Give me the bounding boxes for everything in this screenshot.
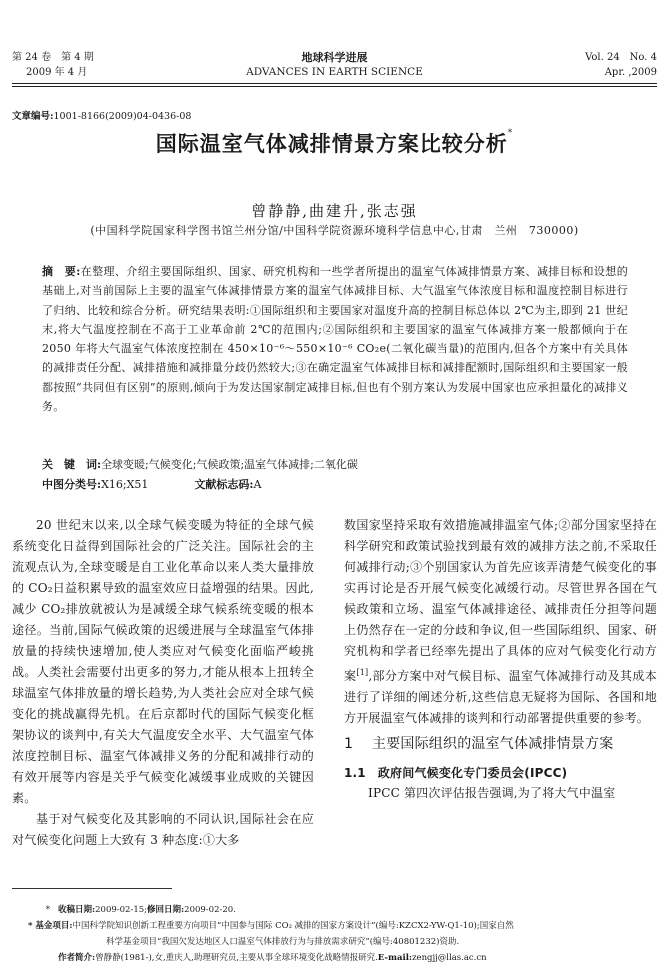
- author-bio-text: 曾静静(1981-),女,重庆人,助理研究员,主要从事全球环境变化战略情报研究.: [95, 953, 378, 963]
- affiliation: (中国科学院国家科学图书馆兰州分馆/中国科学院资源环境科学信息中心,甘肃 兰州 730000): [90, 224, 579, 237]
- body-column-right: [344, 515, 657, 804]
- article-number: [12, 108, 191, 122]
- journal-name-en: ADVANCES IN EARTH SCIENCE: [246, 66, 423, 78]
- footnote-fund: [12, 918, 657, 950]
- received-date: 2009-02-15;: [95, 905, 148, 915]
- article-number-value: 1001-8166(2009)04-0436-08: [53, 111, 192, 122]
- footnote-received: [12, 902, 657, 918]
- author-list: 曾静静,曲建升,张志强: [251, 202, 418, 220]
- doc-code-value: A: [253, 478, 262, 491]
- author-bio-label: 作者简介:: [58, 953, 96, 963]
- date-cn: 2009 年 4 月: [26, 67, 88, 78]
- footnote-author: [12, 950, 657, 966]
- keywords: [42, 456, 628, 472]
- subsection-number: 1.1: [344, 766, 366, 780]
- body-paragraph: IPCC 第四次评估报告强调,为了将大气中温室: [368, 786, 616, 800]
- body-paragraph: 基于对气候变化及其影响的不同认识,国际社会在应对气候变化问题上大致有 3 种态度:①大多: [12, 812, 314, 847]
- clc-label: 中图分类号:: [42, 478, 102, 491]
- paper-title: [0, 128, 669, 158]
- citation-ref: [1]: [356, 668, 369, 677]
- classification: [42, 476, 628, 492]
- body-text: ,部分方案中对气候目标、温室气体减排行动及其成本进行了详细的阐述分析,这些信息无疑将为国际、各国和地方开展温室气体减排的谈判和行动部署提供重要的参考。: [344, 669, 658, 725]
- doc-code-label: 文献标志码:: [194, 478, 254, 491]
- clc-value: X16;X51: [101, 478, 149, 491]
- paper-title-text: 国际温室气体减排情景方案比较分析: [155, 132, 508, 156]
- received-label: 收稿日期:: [58, 905, 96, 915]
- abstract: [42, 262, 628, 416]
- revised-date: 2009-02-20.: [184, 905, 236, 915]
- section-title: 主要国际组织的温室气体减排情景方案: [372, 736, 614, 752]
- article-number-label: 文章编号:: [12, 111, 54, 122]
- running-header-right: [585, 50, 657, 80]
- abstract-text: 在整理、介绍主要国际组织、国家、研究机构和一些学者所提出的温室气体减排情景方案、减排目标和设想的基础上,对当前国际上主要的温室气体减排情景方案的温室气体减排目标、大气温室气体浓度目标和温度控制目标进行了归纳、比较和综合分析。研究结果表明:①国际组织和主要国家对温度升高的控制目标总体以 2℃为主,即到 21 世纪末,将大气温度控制在不高于工业革命前 2℃的范围内;②国际组织和主要国家的温室气体减排方案一般都倾向于在 2050 年将大气温室气体浓度控制在 450×10⁻⁶～550×10⁻⁶ CO₂e(二氧化碳当量)的范围内,但各个方案中有关具体的减排责任分配、减排措施和减排量分歧仍然较大;③在确定温室气体减排目标和减排配额时,国际组织和主要国家一般都按照“共同但有区别”的原则,倾向于为发达国家制定减排目标,但也有个别方案认为发展中国家也应承担量化的减排义务。: [42, 265, 628, 414]
- fund-label: * 基金项目:: [28, 921, 73, 931]
- subsection-title: 政府间气候变化专门委员会(IPCC): [377, 766, 568, 780]
- volume-issue-cn: 第 24 卷 第 4 期: [12, 52, 94, 63]
- revised-label: 修回日期:: [147, 905, 185, 915]
- abstract-label: 摘 要:: [42, 265, 81, 278]
- section-number: 1: [344, 736, 354, 752]
- keywords-text: 全球变暖;气候变化;气候政策;温室气体减排;二氧化碳: [101, 458, 358, 471]
- running-header-center: [0, 50, 669, 80]
- body-paragraph: 20 世纪末以来,以全球气候变暖为特征的全球气候系统变化日益得到国际社会的广泛关注。国际社会的主流观点认为,全球变暖是自工业化革命以来人类大量排放的 CO₂日益积累导致的温室效应日益增强的结果。因此,减少 CO₂排放就被认为是减缓全球气候系统变暖的根本途径。当前,国际气候政策的迟缓进展与全球温室气体排放量的持续快速增加,使人类应对气候变化面临严峻挑战。人类社会需要付出更多的努力,才能从根本上扭转全球温室气体排放量的增长趋势,为人类社会应对全球气候变化的挑战赢得先机。在后京都时代的国际气候变化框架协议的谈判中,有关大气温度安全水平、大气温室气体浓度控制目标、温室气体减排义务的分配和减排行动的有效开展等内容是关乎气候变化减缓事业成败的关键因素。: [12, 518, 314, 805]
- footnote-rule: [12, 888, 172, 889]
- email-label: E-mail:: [377, 953, 413, 963]
- title-footnote-marker: *: [507, 128, 514, 138]
- journal-name-cn: 地球科学进展: [301, 51, 368, 64]
- footnote-star: *: [45, 905, 50, 915]
- subsection-heading: [344, 763, 657, 783]
- volume-issue-en: Vol. 24 No. 4: [585, 52, 657, 63]
- header-rule: [12, 83, 657, 84]
- section-heading: [344, 733, 657, 755]
- header-rule-thin: [12, 86, 657, 87]
- email-address: zengjj@llas.ac.cn: [412, 953, 487, 963]
- body-column-left: [12, 515, 314, 851]
- body-text: 数国家坚持采取有效措施减排温室气体;②部分国家坚持在科学研究和政策试验找到最有效的减排方法之前,不采取任何减排行动;③个别国家认为首先应该弄清楚气候变化的事实再讨论是否开展气候变化减缓行动。尽管世界各国在气候政策和立场、温室气体减排途径、减排责任分担等问题上仍然存在一定的分歧和争议,但一些国际组织、国家、研究机构和学者已经率先提出了具体的应对气候变化行动方案: [344, 518, 657, 683]
- fund-text-cont: 科学基金项目“我国欠发达地区人口温室气体排放行为与排放需求研究”(编号:40801232)资助.: [106, 937, 460, 947]
- keywords-label: 关 键 词:: [42, 458, 102, 471]
- date-en: Apr. ,2009: [604, 67, 657, 78]
- fund-text: 中国科学院知识创新工程重要方向项目“中国参与国际 CO₂ 减排的国家方案设计”(编号:KZCX2-YW-Q1-10);国家自然: [72, 921, 514, 931]
- body-paragraph: [344, 515, 657, 729]
